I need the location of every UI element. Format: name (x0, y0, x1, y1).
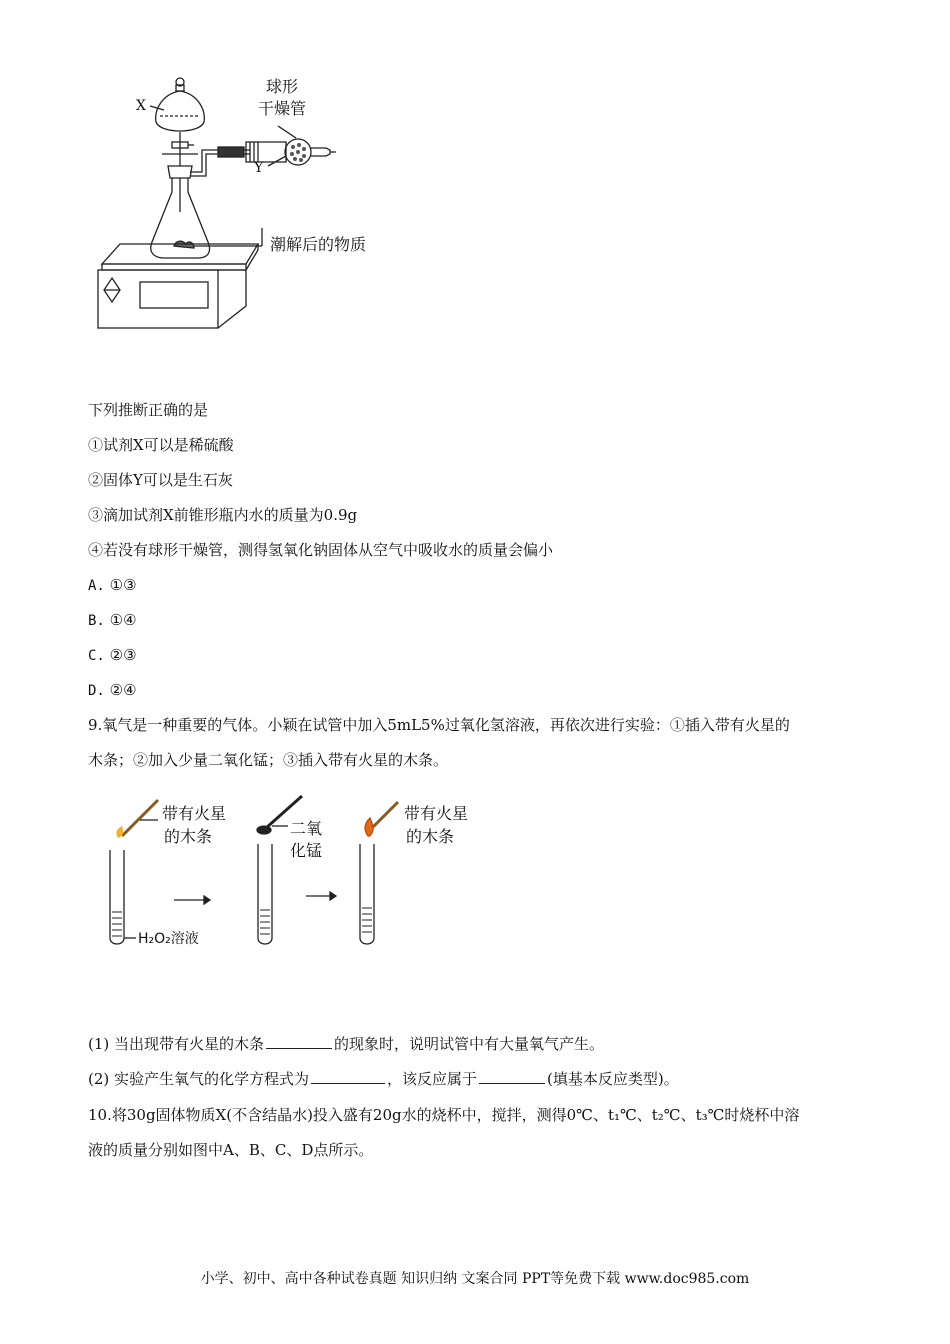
option-key: C. (88, 648, 105, 664)
q9-stem-line-1: 9.氧气是一种重要的气体。小颖在试管中加入5mL5%过氧化氢溶液，再依次进行实验：①插入带有火星的 (88, 716, 790, 734)
q9-sub2-text-before: (2) 实验产生氧气的化学方程式为 (88, 1070, 310, 1088)
q9-fig-label-solution: H₂O₂溶液 (138, 931, 199, 947)
q9-sub2-equation-blank[interactable] (311, 1069, 385, 1084)
option-text: ①④ (109, 611, 137, 629)
fig1-label-drying-tube-1: 球形 (266, 77, 299, 96)
q9-sub1-text-after: 的现象时，说明试管中有大量氧气产生。 (334, 1035, 605, 1053)
q9-stem-line-2: 木条；②加入少量二氧化锰；③插入带有火星的木条。 (88, 751, 449, 769)
q8-prompt: 下列推断正确的是 (88, 401, 209, 419)
q8-option-c[interactable] (88, 645, 137, 666)
option-key: B. (88, 613, 105, 629)
option-key: A. (88, 578, 105, 594)
q8-option-d[interactable] (88, 680, 137, 701)
q9-fig-label-1-line-2: 的木条 (164, 827, 213, 846)
q9-fig-label-3-line-1: 带有火星 (404, 804, 469, 823)
q10-stem-line-2: 液的质量分别如图中A、B、C、D点所示。 (88, 1141, 374, 1159)
q9-sub2-text-mid: ，该反应属于 (387, 1070, 478, 1088)
option-text: ②③ (109, 646, 137, 664)
q9-sub-question-2 (88, 1069, 679, 1089)
q8-statement-1: ①试剂X可以是稀硫酸 (88, 436, 234, 454)
apparatus-figure (90, 70, 390, 335)
q8-statement-3: ③滴加试剂X前锥形瓶内水的质量为0.9g (88, 506, 358, 524)
q8-option-a[interactable] (88, 575, 137, 596)
fig1-label-y: Y (254, 160, 264, 176)
fig1-label-sample: 潮解后的物质 (270, 235, 367, 254)
q9-fig-label-2-line-1: 二氧 (290, 819, 323, 838)
q9-sub2-text-after: (填基本反应类型)。 (547, 1070, 679, 1088)
q9-sub1-blank[interactable] (266, 1034, 332, 1049)
option-text: ②④ (109, 681, 137, 699)
fig1-label-x: X (136, 98, 146, 114)
q8-statement-2: ②固体Y可以是生石灰 (88, 471, 233, 489)
q9-fig-label-3-line-2: 的木条 (406, 827, 455, 846)
page-footer: 小学、初中、高中各种试卷真题 知识归纳 文案合同 PPT等免费下载 www.doc985.com (200, 1271, 750, 1287)
q9-sub2-type-blank[interactable] (479, 1069, 545, 1084)
q9-fig-label-1-line-1: 带有火星 (162, 804, 227, 823)
q8-statement-4: ④若没有球形干燥管，测得氢氧化钠固体从空气中吸收水的质量会偏小 (88, 541, 554, 559)
option-text: ①③ (109, 576, 137, 594)
q9-fig-label-2-line-2: 化锰 (290, 841, 323, 860)
q9-sub1-text-before: (1) 当出现带有火星的木条 (88, 1035, 265, 1053)
q10-stem-line-1: 10.将30g固体物质X(不含结晶水)投入盛有20g水的烧杯中，搅拌，测得0℃、t₁℃、t₂℃、t₃℃时烧杯中溶 (88, 1106, 800, 1124)
q9-sub-question-1 (88, 1034, 604, 1054)
fig1-label-drying-tube-2: 干燥管 (258, 99, 307, 118)
q8-option-b[interactable] (88, 610, 137, 631)
option-key: D. (88, 683, 105, 699)
